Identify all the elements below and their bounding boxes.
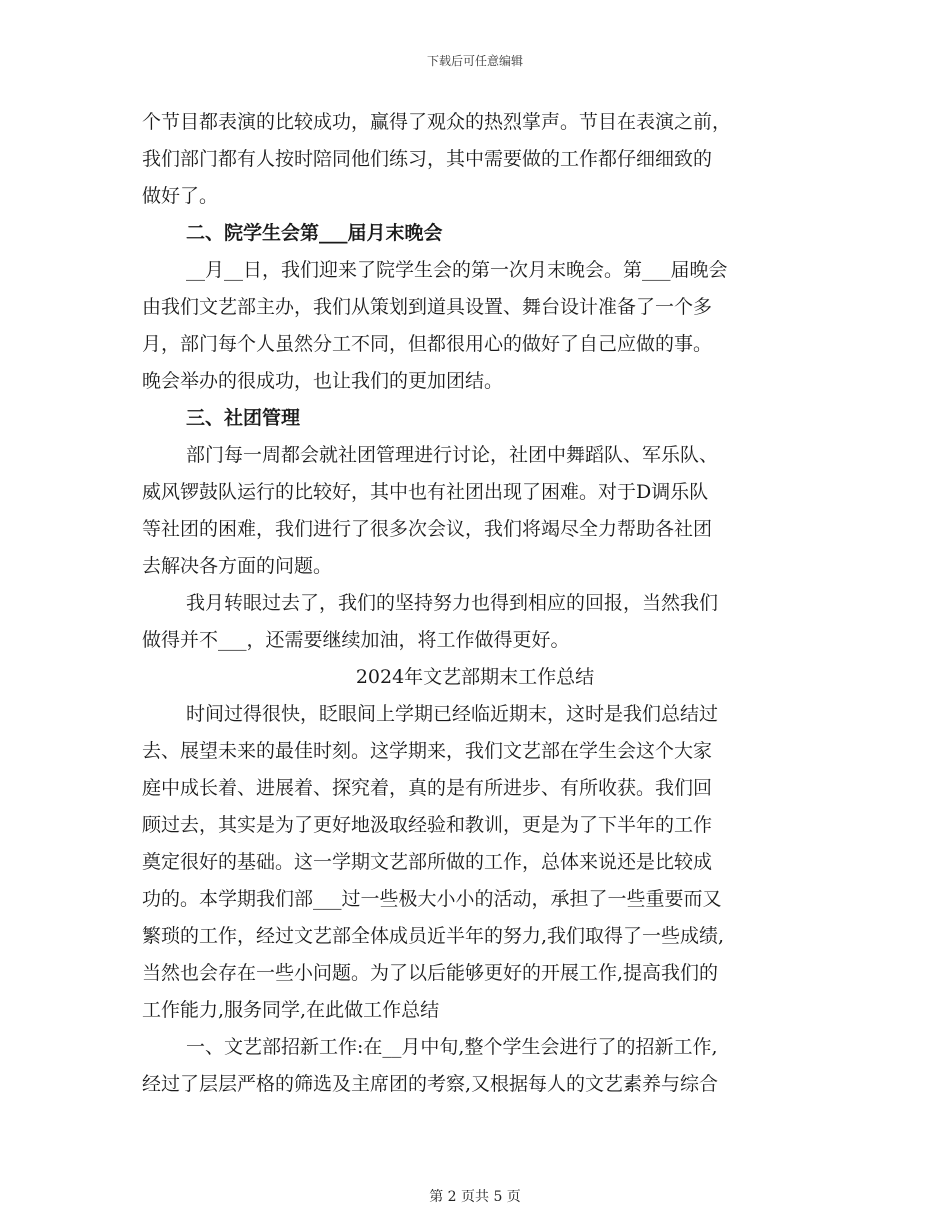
text-line: 做得并不___，还需要继续加油，将工作做得更好。 xyxy=(142,629,570,651)
page-header: 下载后可任意编辑 xyxy=(426,54,523,68)
text-line: 时间过得很快，眨眼间上学期已经临近期末，这时是我们总结过 xyxy=(186,703,719,725)
section-heading: 二、院学生会第___届月末晚会 xyxy=(186,222,443,244)
text-line: 顾过去，其实是为了更好地汲取经验和教训，更是为了下半年的工作 xyxy=(142,814,713,836)
document-title: 2024年文艺部期末工作总结 xyxy=(355,666,595,688)
text-line: 庭中成长着、进展着、探究着，真的是有所进步、有所收获。我们回 xyxy=(142,777,713,799)
text-line: 我们部门都有人按时陪同他们练习，其中需要做的工作都仔细细致的 xyxy=(142,148,713,170)
page-number: 第 2 页共 5 页 xyxy=(429,1189,521,1205)
text-line: 个节目都表演的比较成功，赢得了观众的热烈掌声。节目在表演之前， xyxy=(142,111,732,133)
text-line: 当然也会存在一些小问题。为了以后能够更好的开展工作,提高我们的 xyxy=(142,962,719,984)
text-line: 经过了层层严格的筛选及主席团的考察,又根据每人的文艺素养与综合 xyxy=(142,1073,719,1095)
text-line: 等社团的困难，我们进行了很多次会议，我们将竭尽全力帮助各社团 xyxy=(142,518,713,540)
text-line: 一、文艺部招新工作:在__月中旬,整个学生会进行了的招新工作, xyxy=(186,1036,718,1058)
text-line: 晚会举办的很成功，也让我们的更加团结。 xyxy=(142,370,504,392)
text-line: 部门每一周都会就社团管理进行讨论，社团中舞蹈队、军乐队、 xyxy=(186,444,719,466)
text-line: 繁琐的工作，经过文艺部全体成员近半年的努力,我们取得了一些成绩, xyxy=(142,925,725,947)
text-line: 去解决各方面的问题。 xyxy=(142,555,333,577)
text-line: 威风锣鼓队运行的比较好，其中也有社团出现了困难。对于D调乐队 xyxy=(142,481,709,503)
text-line: 我月转眼过去了，我们的坚持努力也得到相应的回报，当然我们 xyxy=(186,592,719,614)
document-body xyxy=(142,104,808,1103)
text-line: __月__日，我们迎来了院学生会的第一次月末晚会。第___届晚会 xyxy=(186,259,728,281)
section-heading: 三、社团管理 xyxy=(186,407,301,429)
text-line: 功的。本学期我们部___过一些极大小小的活动，承担了一些重要而又 xyxy=(142,888,722,910)
text-line: 去、展望未来的最佳时刻。这学期来，我们文艺部在学生会这个大家 xyxy=(142,740,713,762)
text-line: 月，部门每个人虽然分工不同，但都很用心的做好了自己应做的事。 xyxy=(142,333,713,355)
text-line: 做好了。 xyxy=(142,185,219,207)
text-line: 工作能力,服务同学,在此做工作总结 xyxy=(142,999,440,1021)
text-line: 由我们文艺部主办，我们从策划到道具设置、舞台设计准备了一个多 xyxy=(142,296,713,318)
text-line: 奠定很好的基础。这一学期文艺部所做的工作，总体来说还是比较成 xyxy=(142,851,713,873)
